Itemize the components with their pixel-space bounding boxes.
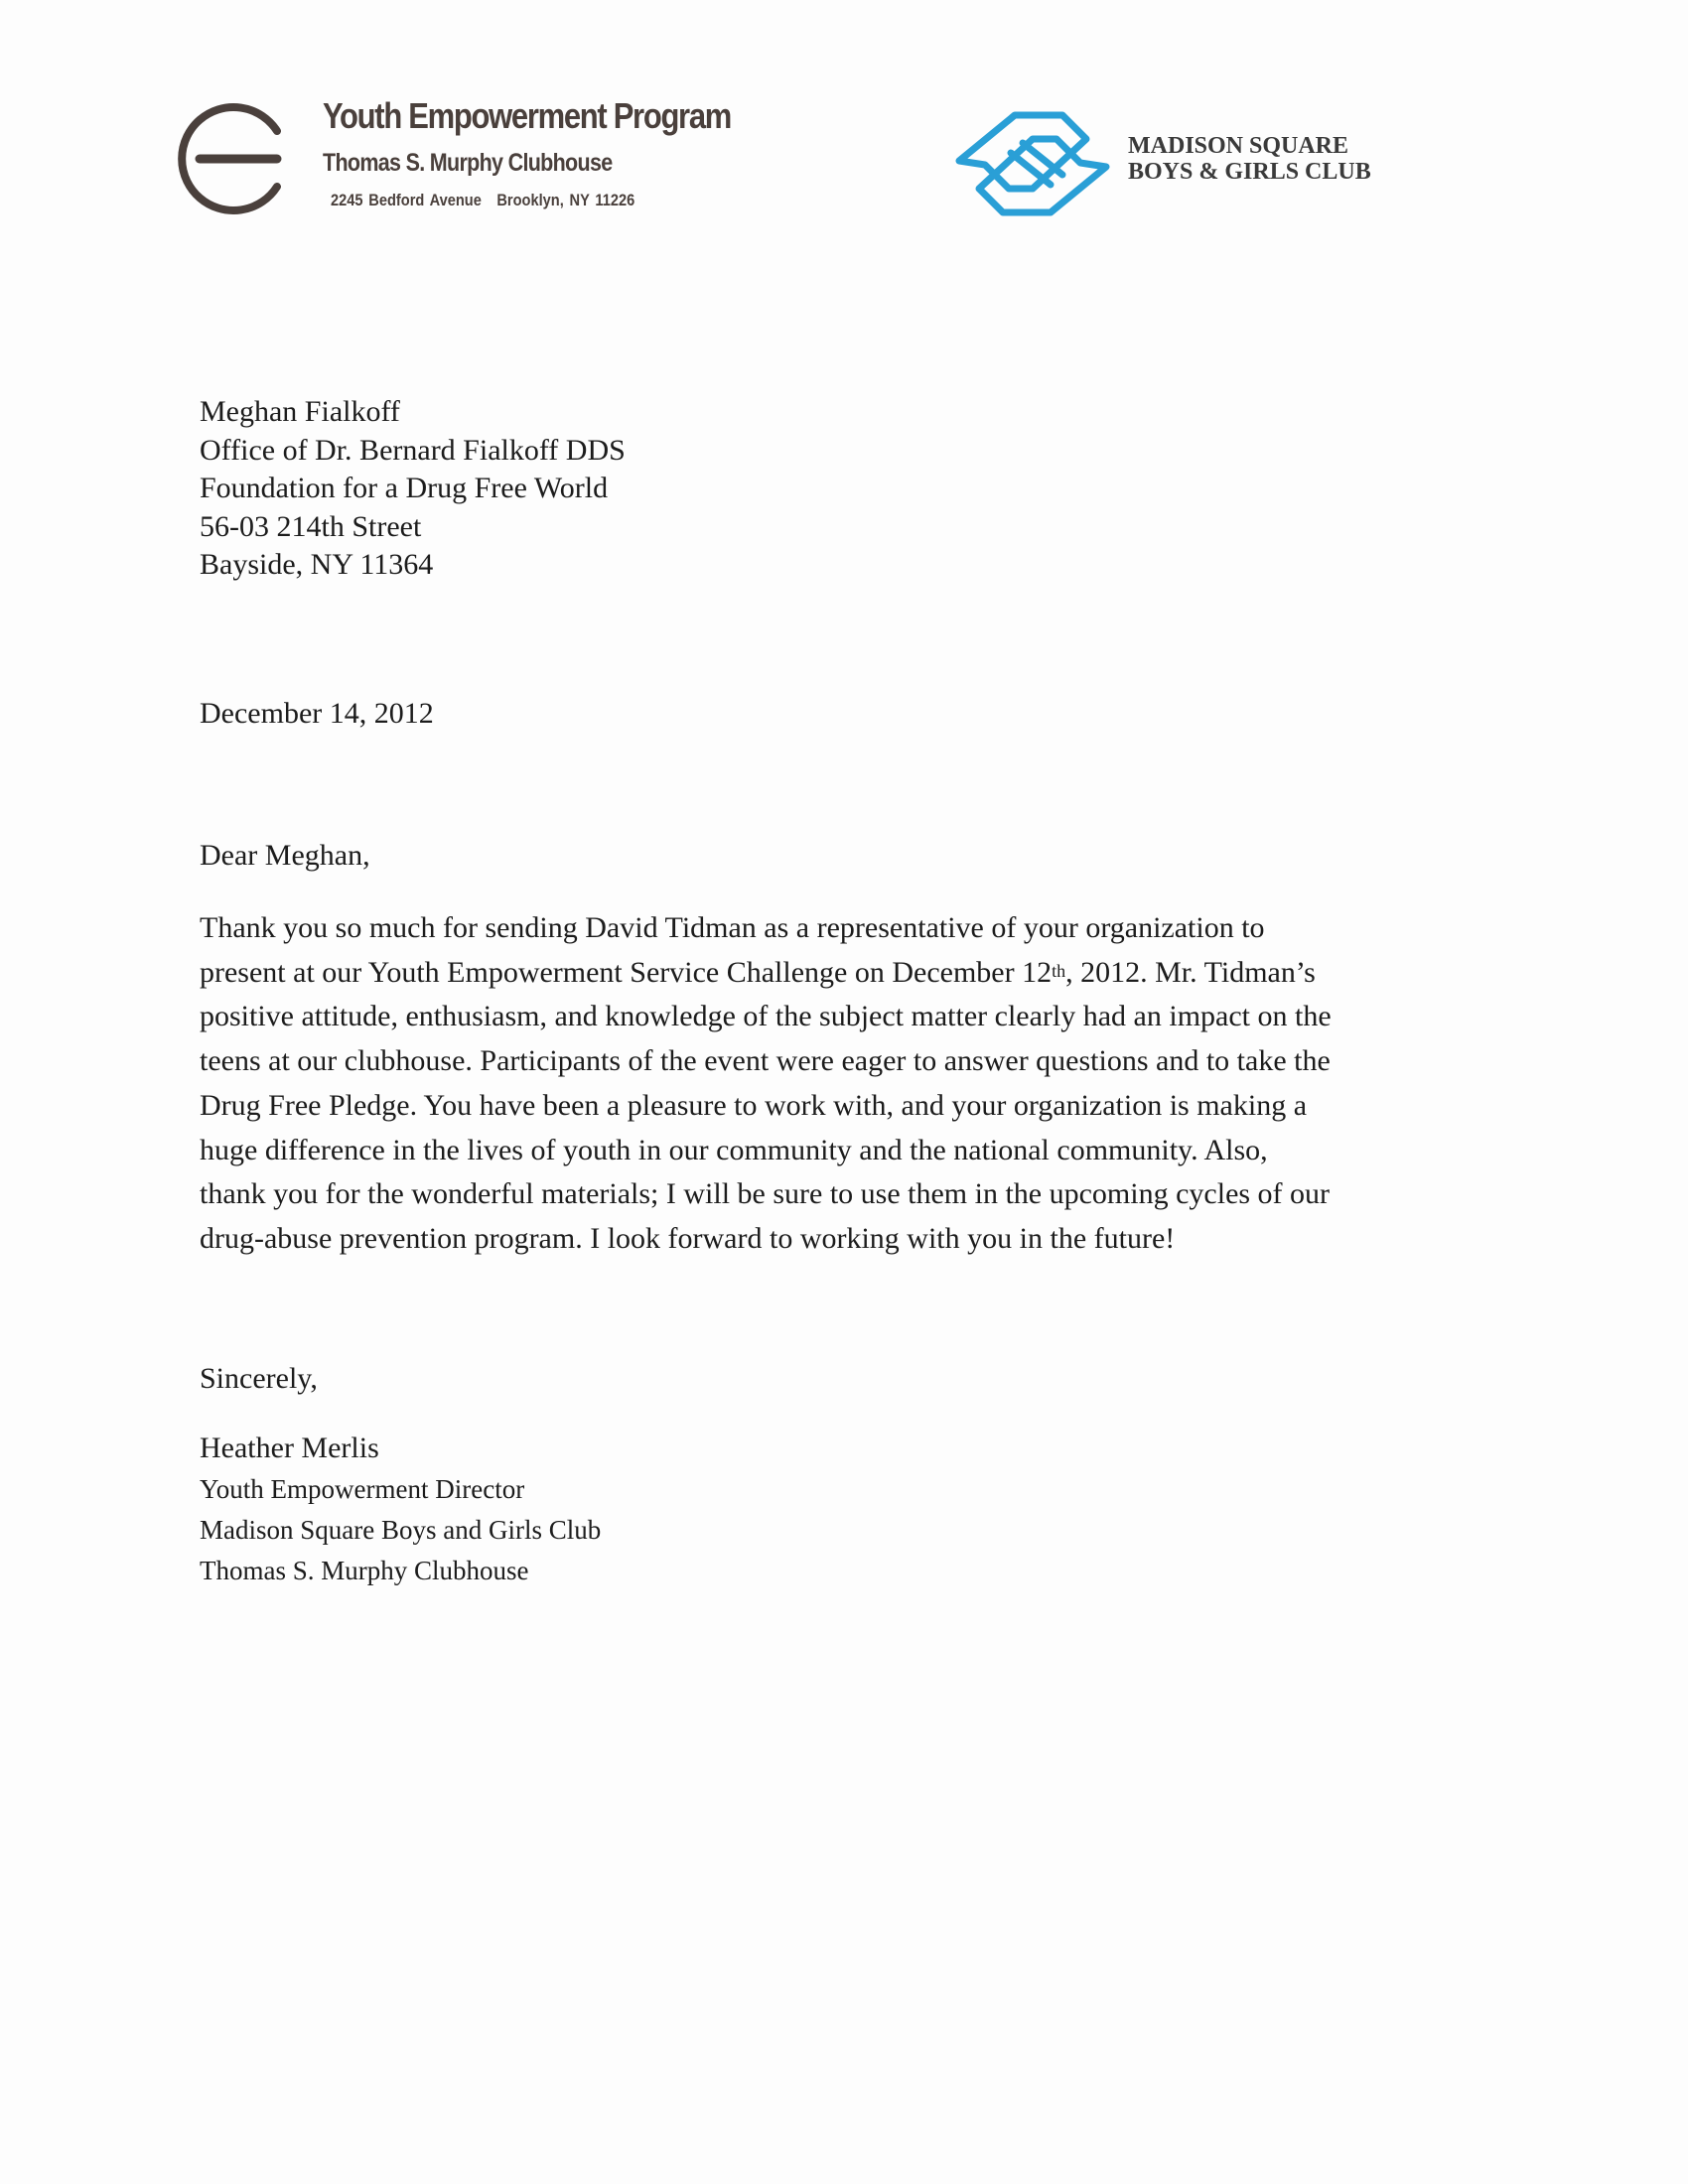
signer-title: Youth Empowerment Director [200,1474,525,1504]
recipient-city: Bayside, NY 11364 [200,548,434,581]
signer-name: Heather Merlis [200,1432,379,1464]
letterhead-address [331,190,732,211]
body-line-part: present at our Youth Empowerment Service Challenge on December 12 [200,955,1053,989]
signer-organization: Madison Square Boys and Girls Club [200,1515,602,1545]
partner-org-name [1128,133,1371,185]
body-line: Thank you so much for sending David Tidman as a representative of your organization to [200,911,1265,944]
program-title: Youth Empowerment Program [323,95,731,136]
address-city: Brooklyn, NY 11226 [496,191,635,209]
address-street: 2245 Bedford Avenue [331,191,482,209]
body-line: huge difference in the lives of youth in our community and the national community. Also, [200,1133,1268,1166]
recipient-foundation: Foundation for a Drug Free World [200,472,609,504]
signer-details [200,1469,1490,1591]
body-paragraph [200,906,1490,1262]
body-line: drug-abuse prevention program. I look forward to working with you in the future! [200,1221,1176,1255]
closing: Sincerely, [200,1362,318,1395]
body-line: teens at our clubhouse. Participants of the event were eager to answer questions and to take the [200,1044,1331,1078]
body-line-part: , 2012. Mr. Tidman’s [1065,955,1316,989]
partner-line-2: BOYS & GIRLS CLUB [1128,159,1371,185]
letter-date: December 14, 2012 [200,697,434,730]
body-line: thank you for the wonderful materials; I will be sure to use them in the upcoming cycles of our [200,1177,1331,1211]
signer-location: Thomas S. Murphy Clubhouse [200,1556,529,1585]
recipient-street: 56-03 214th Street [200,509,422,543]
e-circle-logo-icon [174,99,293,218]
partner-line-1: MADISON SQUARE [1128,133,1349,159]
recipient-office: Office of Dr. Bernard Fialkoff DDS [200,433,626,467]
clubhouse-name: Thomas S. Murphy Clubhouse [323,149,613,177]
body-line: positive attitude, enthusiasm, and knowledge of the subject matter clearly had an impact on the [200,1000,1332,1033]
program-letterhead [323,94,797,211]
body-line: Drug Free Pledge. You have been a pleasure to work with, and your organization is making a [200,1088,1308,1122]
ordinal-suffix: th [1052,960,1066,981]
recipient-name: Meghan Fialkoff [200,395,400,428]
clasped-hands-logo-icon [953,109,1112,218]
salutation: Dear Meghan, [200,839,370,872]
recipient-address [200,393,1490,585]
body-line [200,951,1490,996]
